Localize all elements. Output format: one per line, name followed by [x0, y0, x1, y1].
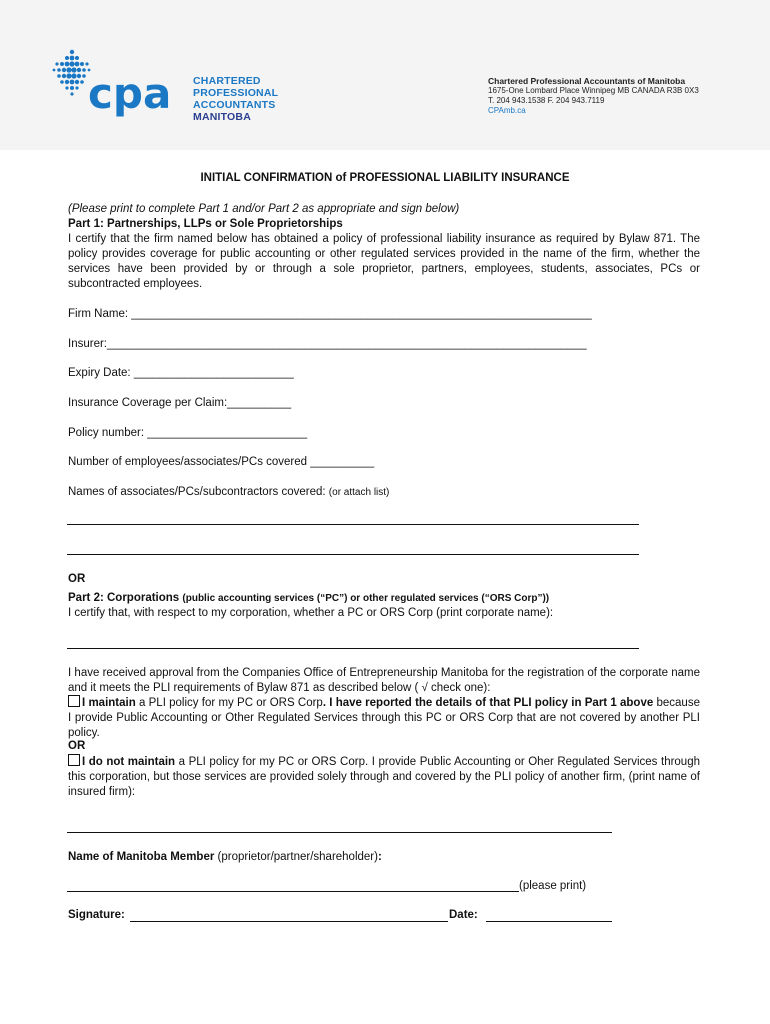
logo-wordmark: cpa [88, 69, 172, 118]
associates-label [68, 485, 389, 500]
option-maintain [68, 695, 700, 741]
part2-certify: I certify that, with respect to my corporation, whether a PC or ORS Corp (print corporate name): [68, 607, 554, 619]
member-note: (proprietor/partner/shareholder) [214, 851, 378, 863]
associates-line-2[interactable] [67, 554, 639, 555]
insured-firm-line[interactable] [67, 832, 612, 833]
coverage-field[interactable]: Insurance Coverage per Claim:__________ [68, 397, 292, 409]
org-name: Chartered Professional Accountants of Manitoba [488, 76, 686, 86]
part2-heading: Part 2: Corporations [68, 592, 180, 604]
logo-line-3: ACCOUNTANTS [193, 99, 276, 111]
policy-number-field[interactable]: Policy number: _________________________ [68, 427, 308, 439]
org-contact-block [488, 76, 699, 116]
part1-heading: Part 1: Partnerships, LLPs or Sole Proprietorships [68, 218, 343, 230]
part1-certification: I certify that the firm named below has obtained a policy of professional liability insurance as required by Bylaw 871. The policy provides coverage for public accounting or other regulated services provided in the name of the firm, whether the services have been provided by or through a sole proprietor, partners, employees, students, associates, PCs or subcontracted employees. [68, 233, 700, 290]
member-colon: : [377, 851, 382, 863]
org-address: 1675-One Lombard Place Winnipeg MB CANADA R3B 0X3 [488, 86, 699, 95]
cpa-logo [50, 46, 190, 118]
or-divider-2: OR [68, 740, 86, 752]
option1-bold2: . I have reported the details of that PLI policy in Part 1 above [322, 697, 654, 709]
or-divider-1: OR [68, 573, 86, 585]
logo-line-2: PROFESSIONAL [193, 87, 279, 99]
not-maintain-checkbox[interactable] [68, 754, 80, 766]
associates-line-1[interactable] [67, 524, 639, 525]
part2-heading-note: (public accounting services (“PC”) or other regulated services (“ORS Corp”)) [182, 593, 550, 604]
signature-label: Signature: [68, 909, 125, 921]
corporate-name-line[interactable] [67, 648, 639, 649]
option1-rest: because I provide Public Accounting or Other Regulated Services through this PC or ORS Corp that are not covered by another PLI policy. [68, 697, 700, 739]
date-label: Date: [449, 909, 478, 921]
instructions: (Please print to complete Part 1 and/or Part 2 as appropriate and sign below) [68, 203, 460, 215]
maple-leaf-logo-icon [53, 50, 91, 96]
associates-note: (or attach list) [328, 487, 390, 498]
firm-name-field[interactable]: Firm Name: ________________________________________________________________________ [68, 308, 592, 320]
member-label: Name of Manitoba Member [68, 851, 215, 863]
signature-line[interactable] [130, 921, 448, 922]
insurer-field[interactable]: Insurer:___________________________________________________________________________ [68, 338, 587, 350]
document-title: INITIAL CONFIRMATION of PROFESSIONAL LIABILITY INSURANCE [200, 172, 570, 184]
logo-text-block [193, 75, 278, 123]
option-not-maintain [68, 754, 700, 800]
option2-bold: I do not maintain [82, 756, 176, 768]
member-name-line[interactable] [67, 891, 519, 892]
associates-label-text: Names of associates/PCs/subcontractors covered: [68, 486, 326, 498]
option2-rest: a PLI policy for my PC or ORS Corp. I provide Public Accounting or Oher Regulated Services through this corporation, but those services are provided solely through and covered by the PLI policy of another firm, (print name of insured firm): [68, 756, 700, 798]
option1-mid: a PLI policy for my PC or ORS Corp [135, 697, 323, 709]
employees-count-field[interactable]: Number of employees/associates/PCs covered __________ [68, 456, 375, 468]
maintain-checkbox[interactable] [68, 695, 80, 707]
expiry-date-field[interactable]: Expiry Date: _________________________ [68, 367, 294, 379]
approval-statement: I have received approval from the Companies Office of Entrepreneurship Manitoba for the registration of the corporate name and it meets the PLI requirements of Bylaw 871 as described below ( √ check one): [68, 667, 700, 694]
org-phone: T. 204 943.1538 F. 204 943.7119 [488, 96, 605, 105]
org-website-link[interactable]: CPAmb.ca [488, 106, 526, 115]
date-line[interactable] [486, 921, 612, 922]
member-label-line [68, 850, 382, 865]
part2-heading-line [68, 591, 549, 606]
logo-line-1: CHARTERED [193, 75, 261, 87]
please-print-note: (please print) [519, 880, 587, 892]
option1-bold: I maintain [82, 697, 136, 709]
logo-line-4: MANITOBA [193, 111, 251, 123]
